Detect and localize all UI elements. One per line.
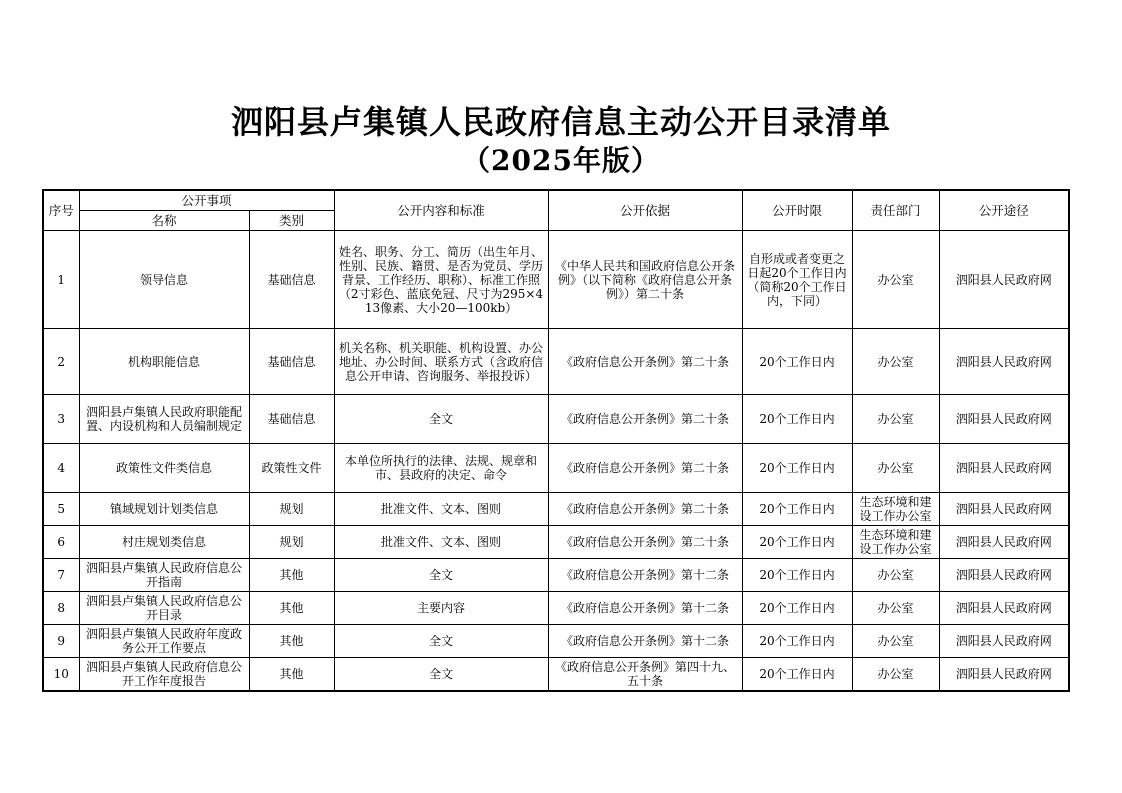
cell-category: 基础信息 [249, 329, 334, 395]
header-name: 名称 [79, 211, 249, 231]
cell-seq: 5 [43, 493, 79, 526]
cell-name: 政策性文件类信息 [79, 444, 249, 493]
table-row [43, 395, 1069, 444]
cell-category: 其他 [249, 559, 334, 592]
cell-seq: 4 [43, 444, 79, 493]
header-time-limit: 公开时限 [742, 190, 852, 231]
cell-basis: 《政府信息公开条例》第二十条 [548, 526, 742, 559]
cell-dept: 办公室 [852, 444, 939, 493]
cell-time-limit: 20个工作日内 [742, 559, 852, 592]
table-row [43, 444, 1069, 493]
cell-name: 村庄规划类信息 [79, 526, 249, 559]
cell-name: 泗阳县卢集镇人民政府信息公开工作年度报告 [79, 658, 249, 691]
cell-seq: 1 [43, 231, 79, 329]
cell-content: 机关名称、机关职能、机构设置、办公地址、办公时间、联系方式（含政府信息公开申请、咨询服务、举报投诉） [334, 329, 548, 395]
table-row [43, 592, 1069, 625]
cell-content: 本单位所执行的法律、法规、规章和市、县政府的决定、命令 [334, 444, 548, 493]
cell-dept: 办公室 [852, 592, 939, 625]
cell-name: 泗阳县卢集镇人民政府信息公开目录 [79, 592, 249, 625]
cell-seq: 6 [43, 526, 79, 559]
cell-content: 主要内容 [334, 592, 548, 625]
page-title: 泗阳县卢集镇人民政府信息主动公开目录清单 [230, 103, 891, 141]
catalog-table [42, 189, 1070, 692]
cell-category: 政策性文件 [249, 444, 334, 493]
cell-basis: 《政府信息公开条例》第十二条 [548, 559, 742, 592]
cell-time-limit: 20个工作日内 [742, 444, 852, 493]
cell-channel: 泗阳县人民政府网 [939, 658, 1069, 691]
cell-content: 全文 [334, 625, 548, 658]
cell-seq: 9 [43, 625, 79, 658]
table-row [43, 559, 1069, 592]
cell-name: 泗阳县卢集镇人民政府年度政务公开工作要点 [79, 625, 249, 658]
cell-channel: 泗阳县人民政府网 [939, 444, 1069, 493]
cell-dept: 办公室 [852, 658, 939, 691]
cell-dept: 生态环境和建设工作办公室 [852, 493, 939, 526]
cell-time-limit: 20个工作日内 [742, 592, 852, 625]
cell-name: 领导信息 [79, 231, 249, 329]
cell-category: 其他 [249, 592, 334, 625]
page-subtitle: （2025年版） [462, 144, 660, 177]
header-row-1 [43, 190, 1069, 211]
cell-basis: 《政府信息公开条例》第二十条 [548, 329, 742, 395]
cell-channel: 泗阳县人民政府网 [939, 625, 1069, 658]
table-row [43, 329, 1069, 395]
cell-content: 批准文件、文本、图则 [334, 493, 548, 526]
cell-content: 全文 [334, 658, 548, 691]
cell-name: 镇域规划计划类信息 [79, 493, 249, 526]
cell-dept: 办公室 [852, 625, 939, 658]
cell-content: 姓名、职务、分工、简历（出生年月、性别、民族、籍贯、是否为党员、学历背景、工作经历、职称）、标准工作照（2寸彩色、蓝底免冠、尺寸为295×413像素、大小20—100kb） [334, 231, 548, 329]
cell-channel: 泗阳县人民政府网 [939, 231, 1069, 329]
cell-name: 泗阳县卢集镇人民政府信息公开指南 [79, 559, 249, 592]
cell-basis: 《政府信息公开条例》第四十九、五十条 [548, 658, 742, 691]
header-item-group: 公开事项 [79, 190, 334, 211]
cell-basis: 《政府信息公开条例》第二十条 [548, 444, 742, 493]
cell-seq: 8 [43, 592, 79, 625]
header-category: 类别 [249, 211, 334, 231]
table-row [43, 658, 1069, 691]
cell-dept: 办公室 [852, 559, 939, 592]
cell-dept: 办公室 [852, 329, 939, 395]
cell-basis: 《政府信息公开条例》第十二条 [548, 592, 742, 625]
cell-name: 机构职能信息 [79, 329, 249, 395]
cell-dept: 办公室 [852, 231, 939, 329]
table-row [43, 493, 1069, 526]
cell-basis: 《政府信息公开条例》第二十条 [548, 493, 742, 526]
cell-content: 批准文件、文本、图则 [334, 526, 548, 559]
cell-seq: 3 [43, 395, 79, 444]
cell-seq: 7 [43, 559, 79, 592]
cell-category: 其他 [249, 658, 334, 691]
cell-basis: 《政府信息公开条例》第十二条 [548, 625, 742, 658]
cell-basis: 《中华人民共和国政府信息公开条例》（以下简称《政府信息公开条例》）第二十条 [548, 231, 742, 329]
cell-content: 全文 [334, 559, 548, 592]
cell-time-limit: 20个工作日内 [742, 329, 852, 395]
cell-content: 全文 [334, 395, 548, 444]
table-row [43, 625, 1069, 658]
cell-time-limit: 20个工作日内 [742, 395, 852, 444]
header-channel: 公开途径 [939, 190, 1069, 231]
cell-category: 其他 [249, 625, 334, 658]
cell-channel: 泗阳县人民政府网 [939, 592, 1069, 625]
header-content: 公开内容和标准 [334, 190, 548, 231]
cell-name: 泗阳县卢集镇人民政府职能配置、内设机构和人员编制规定 [79, 395, 249, 444]
cell-time-limit: 20个工作日内 [742, 625, 852, 658]
cell-channel: 泗阳县人民政府网 [939, 329, 1069, 395]
cell-seq: 2 [43, 329, 79, 395]
cell-category: 基础信息 [249, 395, 334, 444]
cell-channel: 泗阳县人民政府网 [939, 395, 1069, 444]
header-basis: 公开依据 [548, 190, 742, 231]
header-dept: 责任部门 [852, 190, 939, 231]
cell-category: 规划 [249, 493, 334, 526]
cell-channel: 泗阳县人民政府网 [939, 493, 1069, 526]
cell-time-limit: 自形成或者变更之日起20个工作日内（简称20个工作日内，下同） [742, 231, 852, 329]
cell-time-limit: 20个工作日内 [742, 658, 852, 691]
cell-time-limit: 20个工作日内 [742, 526, 852, 559]
cell-dept: 办公室 [852, 395, 939, 444]
cell-time-limit: 20个工作日内 [742, 493, 852, 526]
cell-category: 基础信息 [249, 231, 334, 329]
header-seq: 序号 [43, 190, 79, 231]
cell-category: 规划 [249, 526, 334, 559]
cell-channel: 泗阳县人民政府网 [939, 526, 1069, 559]
cell-channel: 泗阳县人民政府网 [939, 559, 1069, 592]
table-row [43, 231, 1069, 329]
cell-seq: 10 [43, 658, 79, 691]
cell-basis: 《政府信息公开条例》第二十条 [548, 395, 742, 444]
table-row [43, 526, 1069, 559]
cell-dept: 生态环境和建设工作办公室 [852, 526, 939, 559]
